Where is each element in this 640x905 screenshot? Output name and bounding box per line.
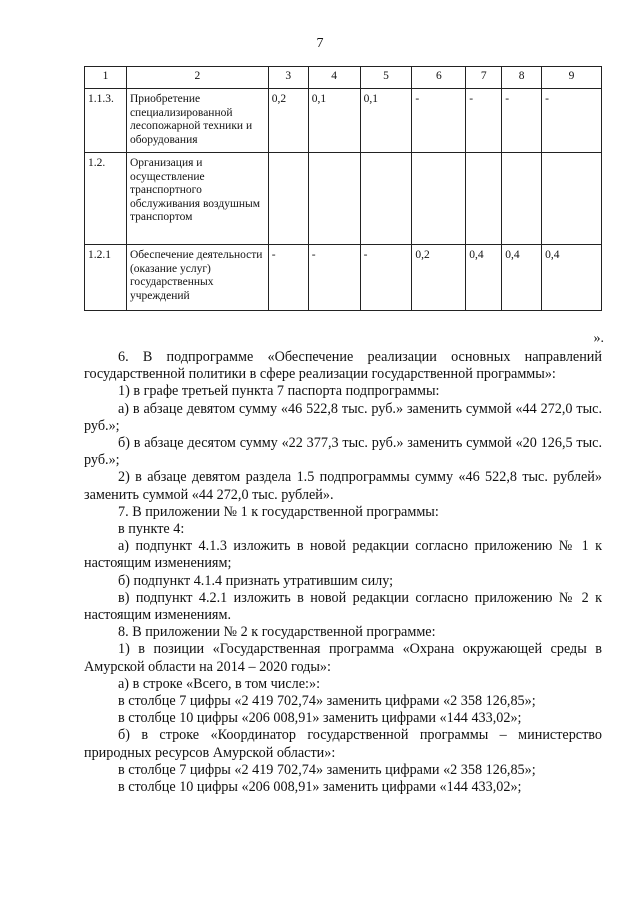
value-cell: - [502,89,542,153]
row-code: 1.2. [85,153,127,245]
paragraph: в) подпункт 4.2.1 изложить в новой редакции согласно приложению № 2 к настоящим изменениям. [84,589,602,624]
paragraph: а) в абзаце девятом сумму «46 522,8 тыс. руб.» заменить суммой «44 272,0 тыс. руб.»; [84,400,602,434]
table-row [85,245,602,311]
value-cell: - [268,245,308,311]
value-cell: 0,4 [502,245,542,311]
value-cell [412,153,466,245]
table-row [85,89,602,153]
header-cell: 3 [268,67,308,89]
row-name: Организация и осуществление транспортного обслуживания воздушным транспортом [126,153,268,245]
paragraph: 1) в графе третьей пункта 7 паспорта подпрограммы: [118,383,440,400]
paragraph: б) в абзаце десятом сумму «22 377,3 тыс. руб.» заменить суммой «20 126,5 тыс. руб.»; [84,435,602,469]
value-cell [502,153,542,245]
paragraph: 2) в абзаце девятом раздела 1.5 подпрограммы сумму «46 522,8 тыс. рублей» заменить суммой «44 272,0 тыс. рублей». [84,469,602,503]
paragraph: 7. В приложении № 1 к государственной программы: [118,503,439,520]
value-cell: 0,1 [360,89,412,153]
header-cell: 7 [466,67,502,89]
row-name: Приобретение специализированной лесопожарной техники и оборудования [126,89,268,153]
value-cell: 0,1 [308,89,360,153]
paragraph: 8. В приложении № 2 к государственной программе: [118,624,436,641]
budget-table [84,66,602,311]
header-cell: 9 [542,67,602,89]
header-cell: 1 [85,67,127,89]
header-cell: 6 [412,67,466,89]
value-cell [308,153,360,245]
header-cell: 2 [126,67,268,89]
paragraph: а) в строке «Всего, в том числе:»: [118,675,321,692]
paragraph: в столбце 10 цифры «206 008,91» заменить цифрами «144 433,02»; [118,779,522,796]
value-cell: - [412,89,466,153]
value-cell: - [308,245,360,311]
paragraph: а) подпункт 4.1.3 изложить в новой редакции согласно приложению № 1 к настоящим изменениям; [84,538,602,572]
row-name: Обеспечение деятельности (оказание услуг) государственных учреждений [126,245,268,311]
value-cell: 0,2 [268,89,308,153]
value-cell [360,153,412,245]
value-cell: 0,4 [466,245,502,311]
paragraph: в пункте 4: [118,521,185,538]
table-row [85,153,602,245]
header-cell: 4 [308,67,360,89]
paragraph: 1) в позиции «Государственная программа «Охрана окружающей среды в Амурской области на 2014 – 2020 годы»: [84,641,602,675]
row-code: 1.1.3. [85,89,127,153]
paragraph: б) подпункт 4.1.4 признать утратившим силу; [118,572,394,589]
value-cell: - [542,89,602,153]
table-header-row [85,67,602,89]
paragraph: в столбце 7 цифры «2 419 702,74» заменить цифрами «2 358 126,85»; [118,693,536,710]
value-cell [268,153,308,245]
value-cell [466,153,502,245]
value-cell: - [466,89,502,153]
paragraph: в столбце 7 цифры «2 419 702,74» заменить цифрами «2 358 126,85»; [118,761,536,778]
paragraph: б) в строке «Координатор государственной программы – министерство природных ресурсов Амурской области»: [84,727,602,761]
header-cell: 8 [502,67,542,89]
value-cell: 0,2 [412,245,466,311]
value-cell: 0,4 [542,245,602,311]
paragraph: 6. В подпрограмме «Обеспечение реализации основных направлений государственной политики в сфере реализации государственной программы»: [84,349,602,383]
paragraph: в столбце 10 цифры «206 008,91» заменить цифрами «144 433,02»; [118,710,522,727]
header-cell: 5 [360,67,412,89]
page-number: 7 [316,36,324,51]
table-closing-quote: ». [593,331,604,346]
value-cell [542,153,602,245]
value-cell: - [360,245,412,311]
row-code: 1.2.1 [85,245,127,311]
document-body [84,349,602,796]
